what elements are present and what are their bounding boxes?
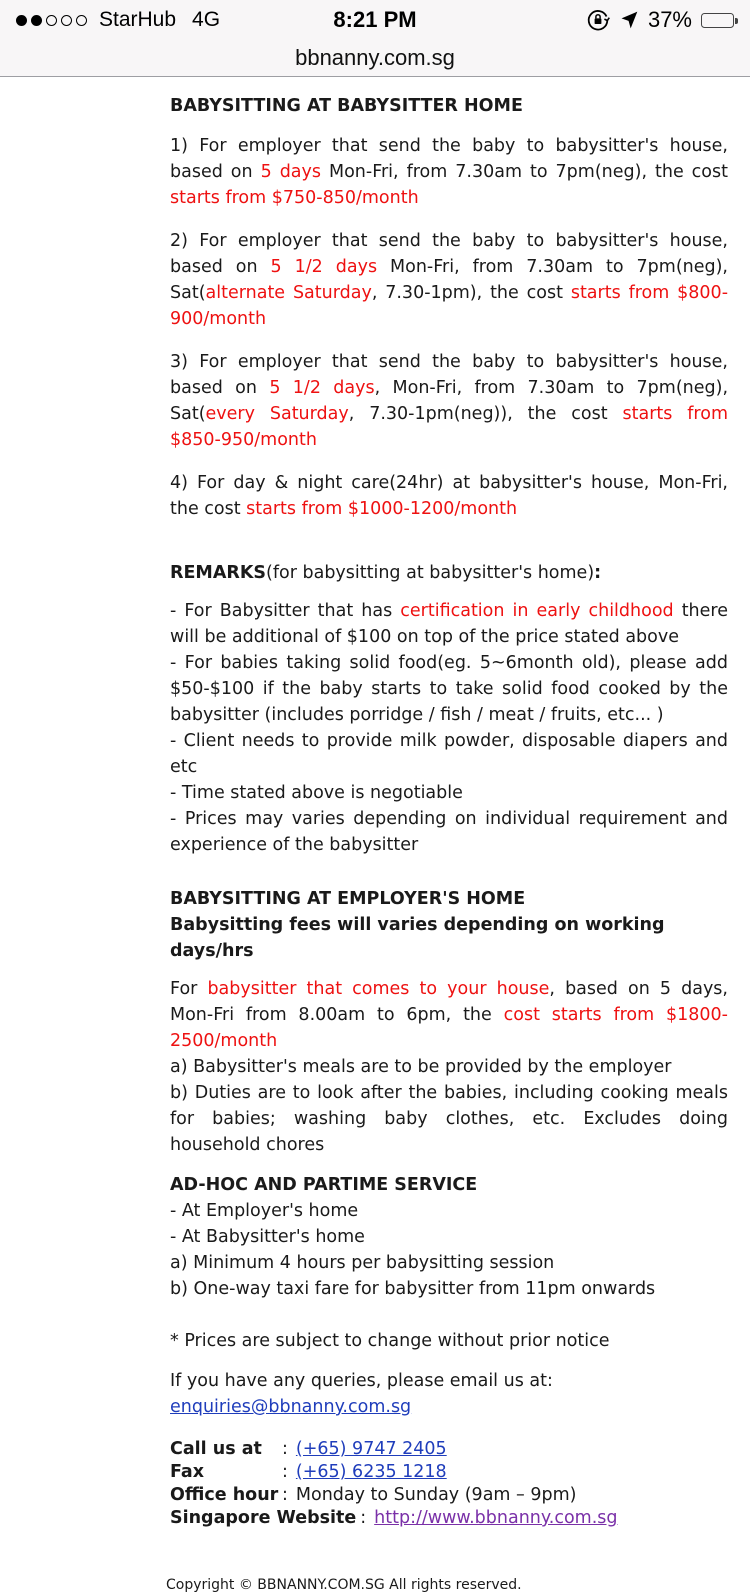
website-link[interactable]: http://www.bbnanny.com.sg [374, 1508, 618, 1528]
price-disclaimer: * Prices are subject to change without prior notice [170, 1331, 610, 1351]
pricing-paragraph-4: 4) For day & night care(24hr) at babysitter's house, Mon-Fri, the cost starts from $1000-1200/month [170, 473, 728, 519]
adhoc-item: a) Minimum 4 hours per babysitting session [170, 1253, 555, 1273]
adhoc-item: - At Babysitter's home [170, 1227, 365, 1247]
fax-link[interactable]: (+65) 6235 1218 [295, 1462, 447, 1482]
remark-item: - Time stated above is negotiable [170, 783, 463, 803]
employer-pricing-line: For babysitter that comes to your house, based on 5 days, Mon-Fri from 8.00am to 6pm, the cost starts from $1800-2500/month [170, 979, 728, 1051]
copyright-notice: Copyright © BBNANNY.COM.SG All rights reserved. [166, 1577, 522, 1593]
page-content [0, 77, 750, 1593]
url-bar[interactable] [0, 40, 750, 77]
employer-detail-b: b) Duties are to look after the babies, including cooking meals for babies; washing baby clothes, etc. Excludes doing household chores [170, 1083, 728, 1155]
pricing-paragraph-1: 1) For employer that send the baby to babysitter's house, based on 5 days Mon-Fri, from 7.30am to 7pm(neg), the cost starts from $750-850/month [170, 136, 728, 208]
network-type-label: 4G [192, 8, 221, 31]
adhoc-item: - At Employer's home [170, 1201, 359, 1221]
employer-detail-a: a) Babysitter's meals are to be provided by the employer [170, 1057, 672, 1077]
carrier-label: StarHub [99, 8, 177, 31]
section-heading-babysitter-home: BABYSITTING AT BABYSITTER HOME [170, 96, 523, 116]
section-heading-employer-home: BABYSITTING AT EMPLOYER'S HOME Babysitting fees will varies depending on working days/hrs [170, 886, 728, 964]
office-hour-value: Monday to Sunday (9am – 9pm) [295, 1485, 577, 1505]
url-domain: bbnanny.com.sg [295, 45, 455, 70]
phone-link[interactable]: (+65) 9747 2405 [295, 1439, 447, 1459]
pricing-paragraph-2: 2) For employer that send the baby to babysitter's house, based on 5 1/2 days Mon-Fri, from 7.30am to 7pm(neg), Sat(alternate Saturday, 7.30-1pm), the cost starts from $800-900/month [170, 231, 729, 329]
adhoc-list [170, 1198, 728, 1302]
contact-block [170, 1438, 728, 1530]
contact-row-fax: Fax : (+65) 6235 1218 [170, 1462, 447, 1482]
remark-item: - Client needs to provide milk powder, disposable diapers and etc [170, 731, 728, 777]
contact-row-website: Singapore Website : http://www.bbnanny.com.sg [170, 1508, 618, 1528]
remark-item: - Prices may varies depending on individual requirement and experience of the babysitter [170, 809, 728, 855]
remarks-list [170, 598, 728, 858]
pricing-paragraph-3: 3) For employer that send the baby to babysitter's house, based on 5 1/2 days, Mon-Fri, from 7.30am to 7pm(neg), Sat(every Saturday, 7.30-1pm(neg)), the cost starts from $850-950/month [170, 352, 729, 450]
battery-percent: 37% [647, 7, 692, 32]
contact-row-phone: Call us at : (+65) 9747 2405 [170, 1439, 447, 1459]
remark-item: - For Babysitter that has certification in early childhood there will be additional of $100 on top of the price stated above [170, 601, 728, 647]
employer-home-details [170, 976, 728, 1158]
adhoc-item: b) One-way taxi fare for babysitter from 11pm onwards [170, 1279, 656, 1299]
section-subheading-employer-home: Babysitting fees will varies depending on working days/hrs [170, 915, 665, 961]
email-link[interactable]: enquiries@bbnanny.com.sg [170, 1397, 412, 1417]
section-heading-adhoc: AD-HOC AND PARTIME SERVICE [170, 1175, 478, 1195]
orientation-lock-icon [586, 8, 610, 32]
status-bar [0, 0, 750, 40]
contact-row-office-hour: Office hour : Monday to Sunday (9am – 9pm) [170, 1485, 577, 1505]
signal-strength-icon [16, 15, 87, 26]
battery-icon [701, 13, 734, 28]
query-block [170, 1368, 728, 1420]
query-line: If you have any queries, please email us at: [170, 1371, 553, 1391]
location-arrow-icon [619, 10, 639, 30]
remark-item: - For babies taking solid food(eg. 5~6month old), please add $50-$100 if the baby starts to take solid food cooked by the babysitter (includes porridge / fish / meat / fruits, etc... ) [170, 653, 728, 725]
clock: 8:21 PM [333, 7, 417, 32]
remarks-heading: REMARKS(for babysitting at babysitter's home): [170, 563, 602, 583]
